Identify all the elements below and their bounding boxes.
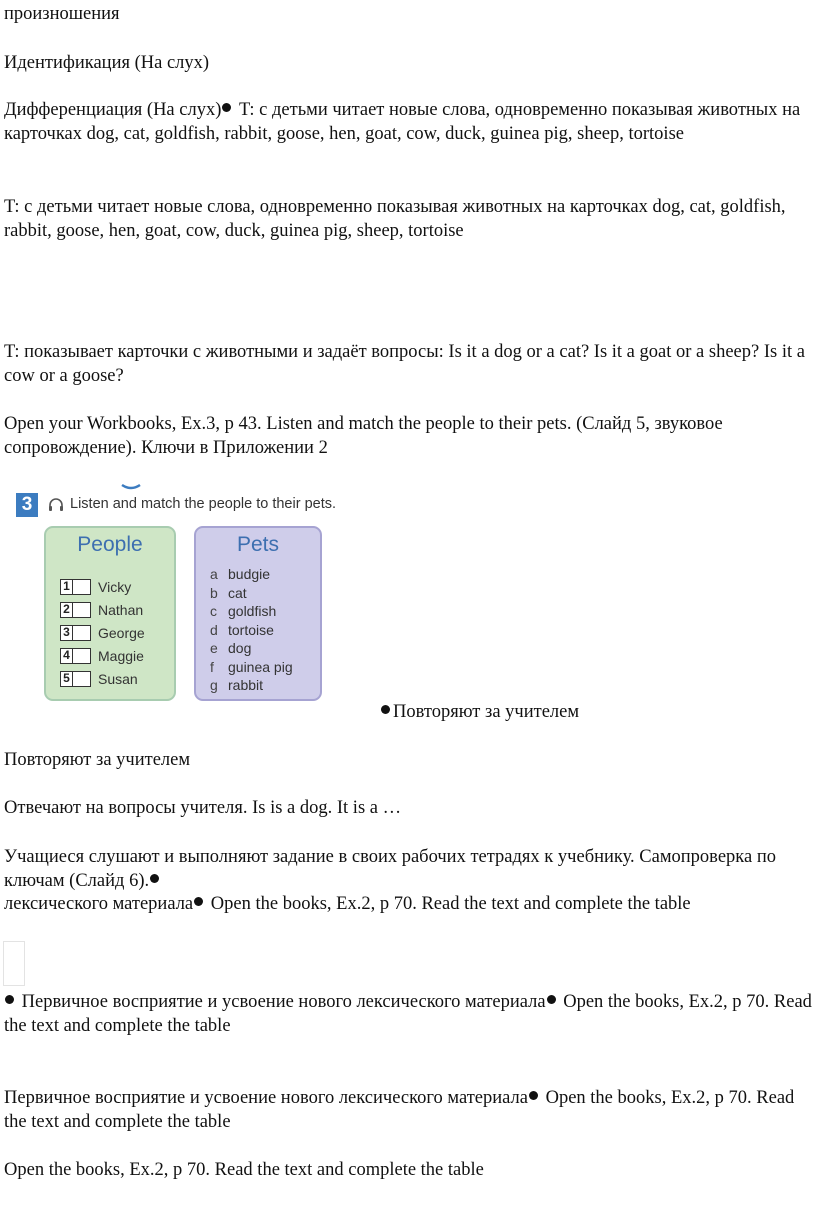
list-item xyxy=(210,677,293,696)
person-name: George xyxy=(98,624,145,641)
exercise-number: 3 xyxy=(16,493,38,517)
empty-image-placeholder xyxy=(3,941,25,986)
paragraph-text: Open the books, Ex.2, p 70. Read the text and complete the table xyxy=(4,992,812,1036)
list-item xyxy=(60,575,145,598)
pet-letter: g xyxy=(210,677,218,693)
paragraph-text: Учащиеся слушают и выполняют задание в своих рабочих тетрадях к учебнику. Самопроверка по ключам (Слайд 6). xyxy=(4,847,776,891)
paragraph xyxy=(4,990,812,1038)
pet-name: cat xyxy=(228,584,247,601)
list-item xyxy=(210,622,293,641)
text-line xyxy=(4,893,691,915)
headphones-icon xyxy=(48,498,64,512)
pet-letter: f xyxy=(210,658,214,675)
paragraph xyxy=(4,845,812,893)
bullet-icon xyxy=(5,995,14,1004)
item-number: 5 xyxy=(60,671,73,687)
pets-list xyxy=(210,566,293,696)
paragraph: Open your Workbooks, Ex.3, p 43. Listen and match the people to their pets. (Слайд 5, звуковое сопровождение). Ключи в Приложении 2 xyxy=(4,414,723,458)
list-item xyxy=(210,566,293,585)
paragraph xyxy=(4,1086,812,1134)
pet-name: goldfish xyxy=(228,603,277,619)
person-name: Vicky xyxy=(98,578,132,595)
bullet-icon xyxy=(381,705,390,714)
pet-letter: d xyxy=(210,621,218,638)
list-item xyxy=(210,659,293,678)
text-line: Open the books, Ex.2, p 70. Read the text and complete the table xyxy=(4,1160,484,1180)
answer-box xyxy=(73,648,91,664)
text-line: произношения xyxy=(4,4,120,24)
bullet-icon xyxy=(194,897,203,906)
text-line: Отвечают на вопросы учителя. Is is a dog. It is a … xyxy=(4,798,402,818)
item-number: 2 xyxy=(60,602,73,618)
pets-panel xyxy=(194,526,322,701)
paragraph-lead: Первичное восприятие и усвоение нового лексического материала xyxy=(17,992,546,1012)
pet-letter: b xyxy=(210,584,218,601)
person-name: Maggie xyxy=(98,647,144,664)
people-title: People xyxy=(77,533,143,556)
answer-box xyxy=(73,625,91,641)
answer-box xyxy=(73,602,91,618)
paragraph-lead: Дифференциация (На слух) xyxy=(4,100,222,120)
item-number: 4 xyxy=(60,648,73,664)
bullet-icon xyxy=(547,995,556,1004)
paragraph-text: Open the books, Ex.2, p 70. Read the text and complete the table xyxy=(206,894,691,914)
list-item xyxy=(60,598,145,621)
bullet-icon xyxy=(222,103,231,112)
list-item xyxy=(60,644,145,667)
bullet-icon xyxy=(150,874,159,883)
pet-letter: a xyxy=(210,566,218,582)
list-item xyxy=(60,621,145,644)
pet-name: guinea pig xyxy=(228,658,293,675)
person-name: Susan xyxy=(98,670,138,687)
list-item xyxy=(210,585,293,604)
pet-name: rabbit xyxy=(228,677,264,693)
workbook-exercise-image xyxy=(12,485,352,710)
pet-letter: c xyxy=(210,603,217,619)
answer-box xyxy=(73,671,91,687)
pet-name: tortoise xyxy=(228,621,274,638)
swoosh-icon xyxy=(120,483,142,491)
paragraph xyxy=(4,98,812,146)
text-line: Повторяют за учителем xyxy=(4,750,191,770)
paragraph-lead: лексического материала xyxy=(4,894,194,914)
list-item xyxy=(210,603,293,622)
person-name: Nathan xyxy=(98,601,144,618)
pet-name: budgie xyxy=(228,566,271,582)
pet-name: dog xyxy=(228,640,252,656)
paragraph: T: показывает карточки с животными и задаёт вопросы: Is it a dog or a cat? Is it a goat or a sheep? Is it a cow or a goose? xyxy=(4,342,805,386)
text-line: Идентификация (На слух) xyxy=(4,53,210,73)
pet-letter: e xyxy=(210,640,218,656)
paragraph-text: T: с детьми читает новые слова, одновременно показывая животных на карточках dog, cat, goldfish, rabbit, goose, hen, goat, cow, duck, guinea pig, sheep, tortoise xyxy=(4,100,801,144)
paragraph: T: с детьми читает новые слова, одновременно показывая животных на карточках dog, cat, goldfish, rabbit, goose, hen, goat, cow, duck, guinea pig, sheep, tortoise xyxy=(4,197,786,241)
bullet-line xyxy=(380,701,579,723)
bullet-icon xyxy=(529,1091,538,1100)
bullet-text: Повторяют за учителем xyxy=(393,702,580,722)
people-list xyxy=(60,575,145,690)
paragraph-text: Open the books, Ex.2, p 70. Read the text and complete the table xyxy=(4,1088,795,1132)
list-item xyxy=(210,640,293,659)
pets-title: Pets xyxy=(236,533,280,556)
item-number: 1 xyxy=(60,579,73,595)
list-item xyxy=(60,667,145,690)
item-number: 3 xyxy=(60,625,73,641)
paragraph-lead: Первичное восприятие и усвоение нового лексического материала xyxy=(4,1088,528,1108)
people-panel xyxy=(44,526,176,701)
exercise-title: Listen and match the people to their pets. xyxy=(70,496,337,512)
answer-box xyxy=(73,579,91,595)
